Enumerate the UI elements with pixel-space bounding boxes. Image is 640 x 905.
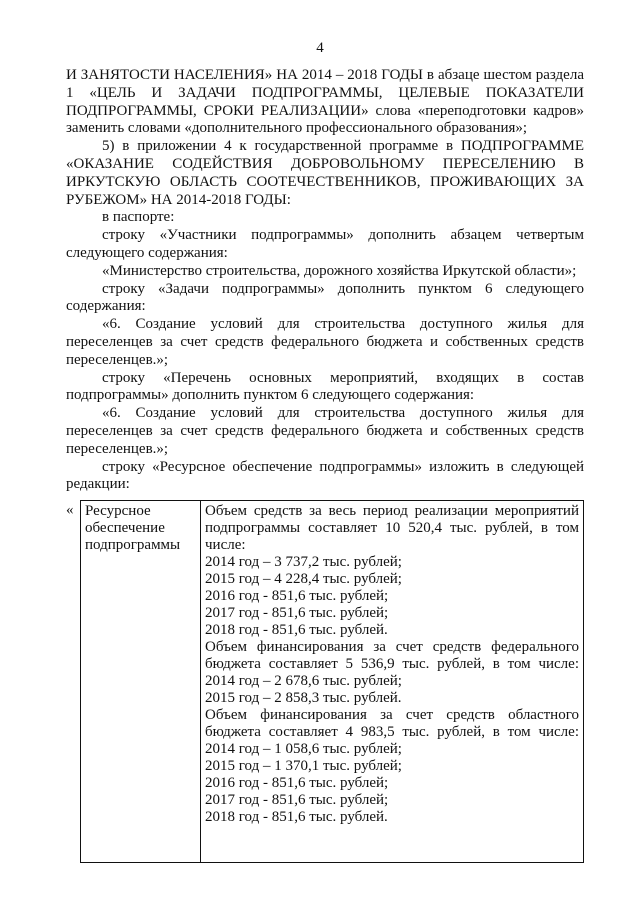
paragraph-participants: строку «Участники подпрограммы» дополнить абзацем четвертым следующего содержания: <box>66 227 584 261</box>
paragraph-resources: строку «Ресурсное обеспечение подпрограммы» изложить в следующей редакции: <box>66 458 584 493</box>
paragraph-tasks: строку «Задачи подпрограммы» дополнить пунктом 6 следующего содержания: <box>66 280 584 315</box>
regional-year-2016: 2016 год - 851,6 тыс. рублей; <box>205 775 389 791</box>
document-body <box>66 67 584 494</box>
resources-table-block <box>66 500 584 863</box>
total-year-2018: 2018 год - 851,6 тыс. рублей. <box>205 622 388 638</box>
page-number: 4 <box>316 40 324 56</box>
total-year-2015: 2015 год – 4 228,4 тыс. рублей; <box>205 571 402 587</box>
federal-year-2014: 2014 год – 2 678,6 тыс. рублей; <box>205 673 402 689</box>
paragraph-activities: строку «Перечень основных мероприятий, входящих в состав подпрограммы» дополнить пунктом 6 следующего содержания: <box>66 369 584 404</box>
paragraph-ministry-quote: «Министерство строительства, дорожного хозяйства Иркутской области»; <box>102 262 577 279</box>
total-year-2014: 2014 год – 3 737,2 тыс. рублей; <box>205 554 402 570</box>
paragraph-item-5: 5) в приложении 4 к государственной программе в ПОДПРОГРАММЕ «ОКАЗАНИЕ СОДЕЙСТВИЯ ДОБРОВОЛЬНОМУ ПЕРЕСЕЛЕНИЮ В ИРКУТСКУЮ ОБЛАСТЬ СООТЕЧЕСТВЕННИКОВ, ПРОЖИВАЮЩИХ ЗА РУБЕЖОМ» НА 2014-2018 ГОДЫ: <box>66 138 584 208</box>
row-label-cell <box>81 501 201 863</box>
regional-year-2014: 2014 год – 1 058,6 тыс. рублей; <box>205 741 402 757</box>
open-quote-mark: « <box>66 502 74 518</box>
regional-intro: Объем финансирования за счет средств областного бюджета составляет 4 983,5 тыс. рублей, в том числе: <box>205 707 579 740</box>
total-year-2016: 2016 год - 851,6 тыс. рублей; <box>205 588 389 604</box>
table-row <box>81 501 584 863</box>
total-intro: Объем средств за весь период реализации мероприятий подпрограммы составляет 10 520,4 тыс. рублей, в том числе: <box>205 503 579 553</box>
paragraph-activity-6-quote: «6. Создание условий для строительства доступного жилья для переселенцев за счет средств федерального бюджета и собственных средств переселенцев.»; <box>66 405 584 457</box>
federal-intro: Объем финансирования за счет средств федерального бюджета составляет 5 536,9 тыс. рублей, в том числе: <box>205 639 579 672</box>
resources-table <box>80 500 584 863</box>
paragraph-passport: в паспорте: <box>102 209 175 226</box>
row-value-cell <box>201 501 584 863</box>
regional-year-2017: 2017 год - 851,6 тыс. рублей; <box>205 792 389 808</box>
row-label: Ресурсное обеспечение подпрограммы <box>85 503 181 553</box>
total-year-2017: 2017 год - 851,6 тыс. рублей; <box>205 605 389 621</box>
regional-year-2015: 2015 год – 1 370,1 тыс. рублей; <box>205 758 402 774</box>
regional-year-2018: 2018 год - 851,6 тыс. рублей. <box>205 809 388 825</box>
paragraph-task-6-quote: «6. Создание условий для строительства доступного жилья для переселенцев за счет средств федерального бюджета и собственных средств переселенцев.»; <box>66 316 584 368</box>
federal-year-2015: 2015 год – 2 858,3 тыс. рублей. <box>205 690 402 706</box>
paragraph-continuation: И ЗАНЯТОСТИ НАСЕЛЕНИЯ» НА 2014 – 2018 ГОДЫ в абзаце шестом раздела 1 «ЦЕЛЬ И ЗАДАЧИ ПОДПРОГРАММЫ, ЦЕЛЕВЫЕ ПОКАЗАТЕЛИ ПОДПРОГРАММЫ, СРОКИ РЕАЛИЗАЦИИ» слова «переподготовки кадров» заменить словами «дополнительного профессионального образования»; <box>66 67 584 137</box>
